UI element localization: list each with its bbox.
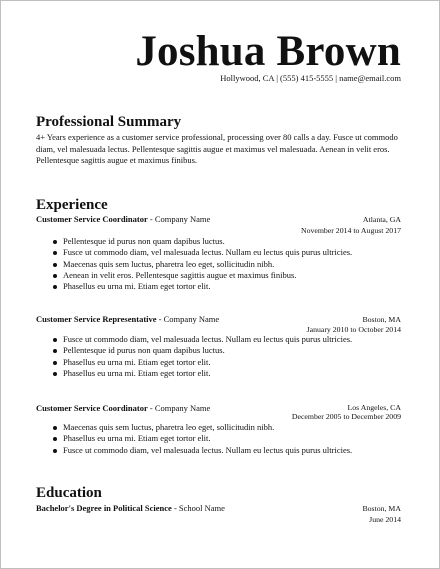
- company-name: Company Name: [154, 214, 211, 224]
- summary-heading: Professional Summary: [36, 114, 182, 130]
- candidate-name: Joshua Brown: [135, 28, 401, 75]
- job-dates: December 2005 to December 2009: [291, 412, 401, 421]
- education-date: June 2014: [369, 515, 401, 524]
- job-separator: -: [156, 314, 164, 324]
- list-item: Aenean in velit eros. Pellentesque sagittis augue et maximus finibus.: [53, 270, 352, 281]
- education-location: Boston, MA: [362, 504, 401, 513]
- job-location: Atlanta, GA: [362, 215, 401, 224]
- list-item: Pellentesque id purus non quam dapibus luctus.: [53, 236, 352, 247]
- degree-name: Bachelor's Degree in Political Science: [36, 503, 172, 513]
- job-title: Customer Service Coordinator: [36, 214, 148, 224]
- experience-heading: Experience: [36, 197, 108, 213]
- job-bullet-list: [53, 236, 352, 292]
- job-dates: January 2010 to October 2014: [306, 325, 401, 334]
- company-name: Company Name: [154, 403, 211, 413]
- job-separator: -: [147, 214, 155, 224]
- job-location: Los Angeles, CA: [347, 403, 401, 412]
- school-name: School Name: [178, 503, 225, 513]
- list-item: Fusce ut commodo diam, vel malesuada lectus. Nullam eu lectus quis purus ultricies.: [53, 334, 352, 345]
- list-item: Phasellus eu urna mi. Etiam eget tortor elit.: [53, 281, 352, 292]
- job-title-line: [36, 314, 219, 324]
- list-item: Phasellus eu urna mi. Etiam eget tortor elit.: [53, 357, 352, 368]
- list-item: Maecenas quis sem luctus, pharetra leo eget, sollicitudin nibh.: [53, 259, 352, 270]
- list-item: Phasellus eu urna mi. Etiam eget tortor elit.: [53, 368, 352, 379]
- job-title: Customer Service Representative: [36, 314, 157, 324]
- list-item: Phasellus eu urna mi. Etiam eget tortor elit.: [53, 433, 352, 444]
- job-bullet-list: [53, 334, 352, 379]
- list-item: Maecenas quis sem luctus, pharetra leo eget, sollicitudin nibh.: [53, 422, 352, 433]
- job-title-line: [36, 403, 210, 413]
- job-title: Customer Service Coordinator: [36, 403, 148, 413]
- job-title-line: [36, 214, 210, 224]
- summary-text: 4+ Years experience as a customer service professional, processing over 80 calls a day. Fusce ut commodo diam, vel malesuada lectus. Pellentesque sagittis augue et maximus vel malesuada. Aenean in velit eros. Pellentesque sagittis augue et maximus finibus.: [36, 132, 398, 165]
- job-dates: November 2014 to August 2017: [300, 226, 401, 235]
- degree-separator: -: [171, 503, 179, 513]
- job-location: Boston, MA: [362, 315, 401, 324]
- job-bullet-list: [53, 422, 352, 456]
- list-item: Fusce ut commodo diam, vel malesuada lectus. Nullam eu lectus quis purus ultricies.: [53, 445, 352, 456]
- contact-line: Hollywood, CA | (555) 415-5555 | name@email.com: [220, 73, 401, 83]
- degree-line: [36, 503, 225, 513]
- list-item: Fusce ut commodo diam, vel malesuada lectus. Nullam eu lectus quis purus ultricies.: [53, 247, 352, 258]
- job-separator: -: [147, 403, 155, 413]
- education-heading: Education: [36, 485, 102, 501]
- list-item: Pellentesque id purus non quam dapibus luctus.: [53, 345, 352, 356]
- company-name: Company Name: [163, 314, 220, 324]
